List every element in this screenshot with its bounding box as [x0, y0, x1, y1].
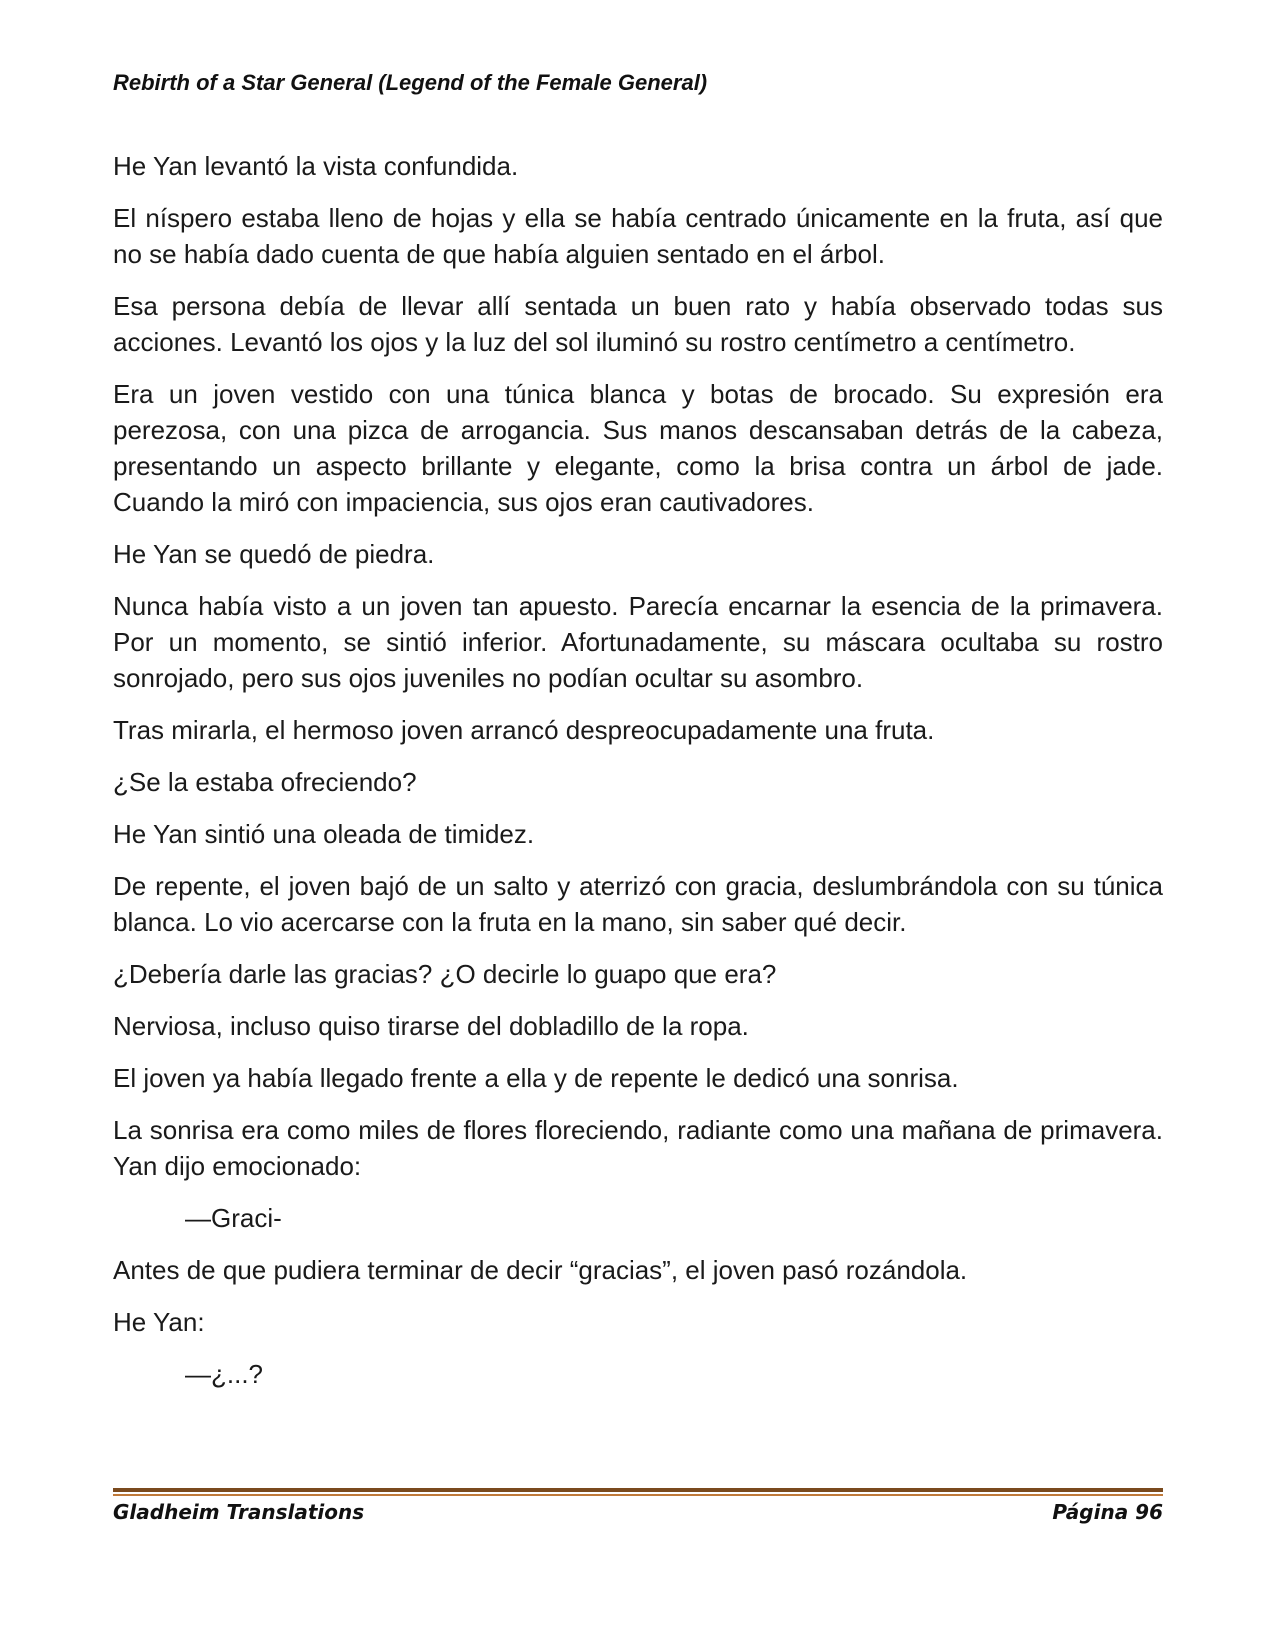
paragraph: Esa persona debía de llevar allí sentada un buen rato y había observado todas sus acciones. Levantó los ojos y la luz del sol iluminó su rostro centímetro a centímetro. [113, 291, 1163, 357]
paragraph: He Yan se quedó de piedra. [113, 539, 435, 569]
dialogue-line: —Graci- [185, 1203, 282, 1233]
footer-page-number: Página 96 [1052, 1500, 1163, 1524]
paragraph: ¿Debería darle las gracias? ¿O decirle lo guapo que era? [113, 959, 777, 989]
paragraph: Tras mirarla, el hermoso joven arrancó despreocupadamente una fruta. [113, 715, 935, 745]
paragraph: He Yan levantó la vista confundida. [113, 151, 519, 181]
running-header-title: Rebirth of a Star General (Legend of the Female General) [113, 70, 708, 95]
paragraph: He Yan: [113, 1307, 205, 1337]
paragraph: He Yan sintió una oleada de timidez. [113, 819, 535, 849]
paragraph: Antes de que pudiera terminar de decir “gracias”, el joven pasó rozándola. [113, 1255, 968, 1285]
footer-divider [113, 1488, 1163, 1492]
paragraph: ¿Se la estaba ofreciendo? [113, 767, 417, 797]
paragraph: Nerviosa, incluso quiso tirarse del dobladillo de la ropa. [113, 1011, 749, 1041]
paragraph: El joven ya había llegado frente a ella y de repente le dedicó una sonrisa. [113, 1063, 959, 1093]
footer-publisher: Gladheim Translations [113, 1500, 365, 1524]
paragraph: El níspero estaba lleno de hojas y ella se había centrado únicamente en la fruta, así que no se había dado cuenta de que había alguien sentado en el árbol. [113, 203, 1163, 269]
dialogue-line: —¿...? [185, 1359, 264, 1389]
paragraph: La sonrisa era como miles de flores floreciendo, radiante como una mañana de primavera. Yan dijo emocionado: [113, 1115, 1163, 1181]
body-text [113, 148, 1163, 1408]
paragraph: Nunca había visto a un joven tan apuesto. Parecía encarnar la esencia de la primavera. Por un momento, se sintió inferior. Afortunadamente, su máscara ocultaba su rostro sonrojado, pero sus ojos juveniles no podían ocultar su asombro. [113, 591, 1163, 693]
footer-divider-accent [113, 1494, 1163, 1496]
paragraph: De repente, el joven bajó de un salto y aterrizó con gracia, deslumbrándola con su túnica blanca. Lo vio acercarse con la fruta en la mano, sin saber qué decir. [113, 871, 1163, 937]
paragraph: Era un joven vestido con una túnica blanca y botas de brocado. Su expresión era perezosa, con una pizca de arrogancia. Sus manos descansaban detrás de la cabeza, presentando un aspecto brillante y elegante, como la brisa contra un árbol de jade. Cuando la miró con impaciencia, sus ojos eran cautivadores. [113, 379, 1163, 517]
